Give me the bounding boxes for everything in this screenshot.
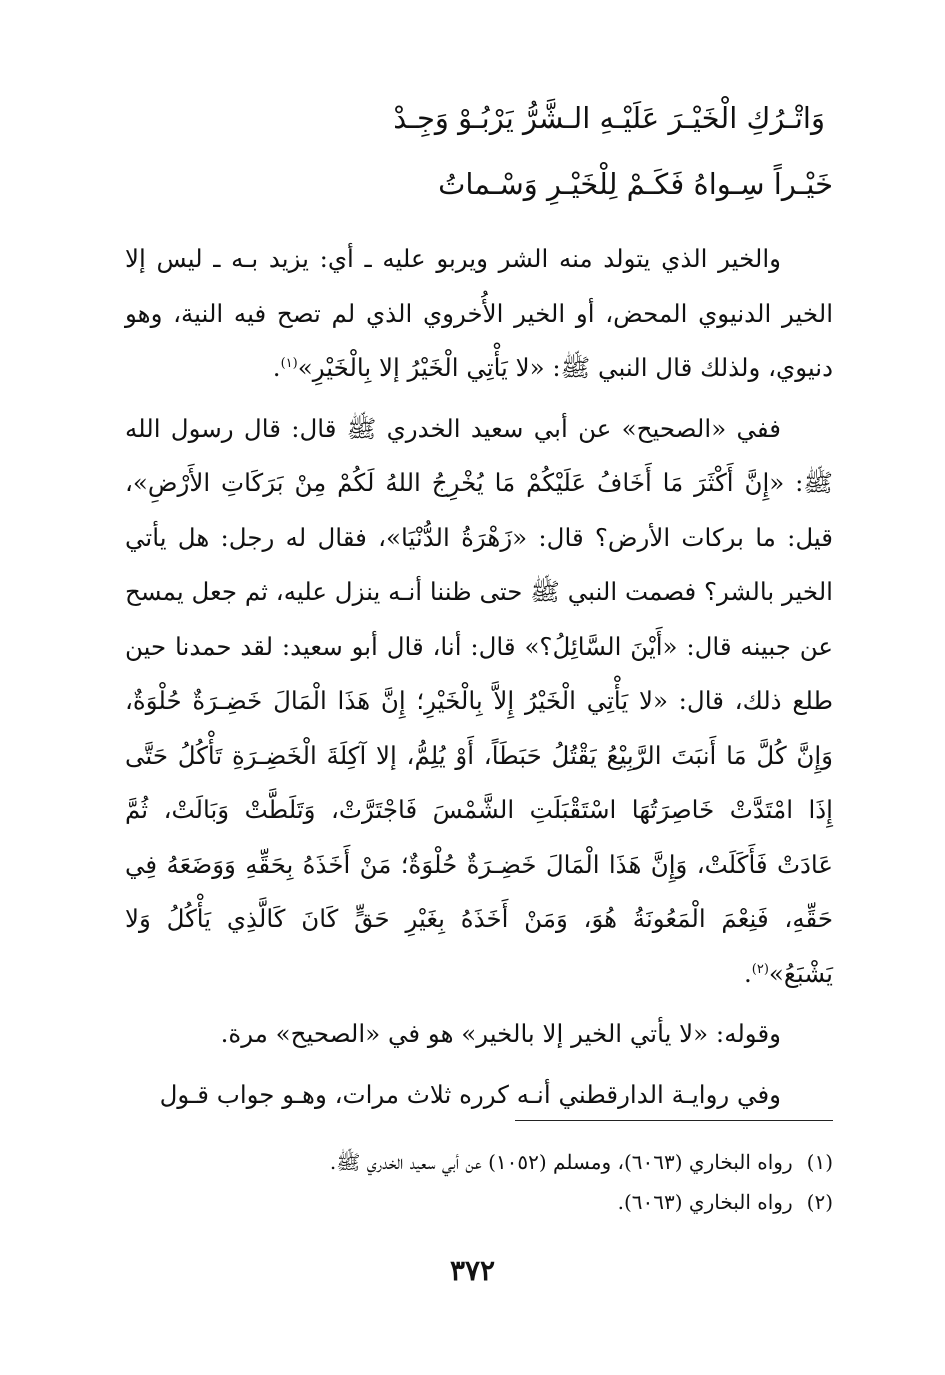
paragraph-3 [125,1007,833,1062]
paragraph-2-end: . [743,958,752,988]
footnote-reference-2: (٢) [751,961,769,977]
paragraph-1-text: والخير الذي يتولد منه الشر ويربو عليه ـ أي: يزيد بـه ـ ليس إلا الخير الدنيوي المحض، أو الخير الأُخروي الذي لم تصح فيه النية، وهو دنيوي، ولذلك قال النبي ﷺ: «لا يَأْتِي الْخَيْرُ إلا بِالْخَيْرِ» [125,244,833,382]
footnote-1 [125,1142,833,1182]
paragraph-4 [125,1068,833,1123]
footnote-1-text: رواه البخاري (٦٠٦٣)، ومسلم (١٠٥٢) عن أبي سعيد الخدري ﷺ. [329,1150,793,1174]
paragraph-1-end: . [272,353,281,382]
main-text-block [125,232,833,1128]
paragraph-4-text: وفي روايـة الدارقطني أنـه كرره ثلاث مرات، وهـو جواب قـول [159,1079,781,1109]
paragraph-1 [125,232,833,396]
footnotes-section [125,1142,833,1222]
paragraph-2-text: ففي «الصحيح» عن أبي سعيد الخدري ﷺ قال: قال رسول الله ﷺ: «إِنَّ أَكْثَرَ مَا أَخَافُ عَلَيْكُمْ مَا يُخْرِجُ اللهُ لَكُمْ مِنْ بَرَكَاتِ الأَرْضِ»، قيل: ما بركات الأرض؟ قال: «زَهْرَةُ الدُّنْيَا»، فقال له رجل: هل يأتي الخير بالشر؟ فصمت النبي ﷺ حتى ظننا أنـه ينزل عليه، ثم جعل يمسح عن جبينه قال: «أَيْنَ السَّائِلُ؟» قال: أنا، قال أبو سعيد: لقد حمدنا حين طلع ذلك، قال: «لا يَأْتِي الْخَيْرُ إِلاَّ بِالْخَيْرِ؛ إِنَّ هَذَا الْمَالَ خَضِـرَةٌ حُلْوَةٌ، وَإِنَّ كُلَّ مَا أَنبَتَ الرَّبِيْعُ يَقْتُلُ حَبَطَاً، أَوْ يُلِمُّ، إلا آكِلَةَ الْخَضِـرَةِ تَأْكُلُ حَتَّى إِذَا امْتَدَّتْ خَاصِرَتُهَا اسْتَقْبَلَتِ الشَّمْسَ فَاجْتَرَّتْ، وَتَلَطَّتْ وَبَالَتْ، ثُمَّ عَادَتْ فَأَكَلَتْ، وَإِنَّ هَذَا الْمَالَ خَضِـرَةٌ حُلْوَةٌ؛ مَنْ أَخَذَهُ بِحَقِّهِ وَوَضَعَهُ فِي حَقِّهِ، فَنِعْمَ الْمَعُونَةُ هُوَ، وَمَنْ أَخَذَهُ بِغَيْرِ حَقٍّ كَانَ كَالَّذِي يَأْكُلُ وَلا يَشْبَعُ» [125,413,833,988]
paragraph-2 [125,402,833,1002]
page-number: ٣٧٢ [449,1254,496,1287]
footnote-divider [515,1120,833,1121]
paragraph-3-text: وقوله: «لا يأتي الخير إلا بالخير» هو في «الصحيح» مرة. [220,1019,781,1048]
footnote-2 [125,1182,833,1222]
poem-verse-second-hemistich: خَيْـراً سِـواهُ فَكَـمْ لِلْخَيْـرِ وَسْـماتُ [438,167,833,201]
footnote-2-text: رواه البخاري (٦٠٦٣). [617,1190,793,1214]
footnote-1-number: (١) [806,1150,833,1174]
footnote-2-number: (٢) [806,1190,833,1214]
poem-verse-first-hemistich: وَاتْـرُكِ الْخَيْـرَ عَلَيْـهِ الـشَّرُّ يَرْبُـوْ وَجِـدْ [393,101,825,135]
footnote-reference-1: (١) [280,355,298,371]
